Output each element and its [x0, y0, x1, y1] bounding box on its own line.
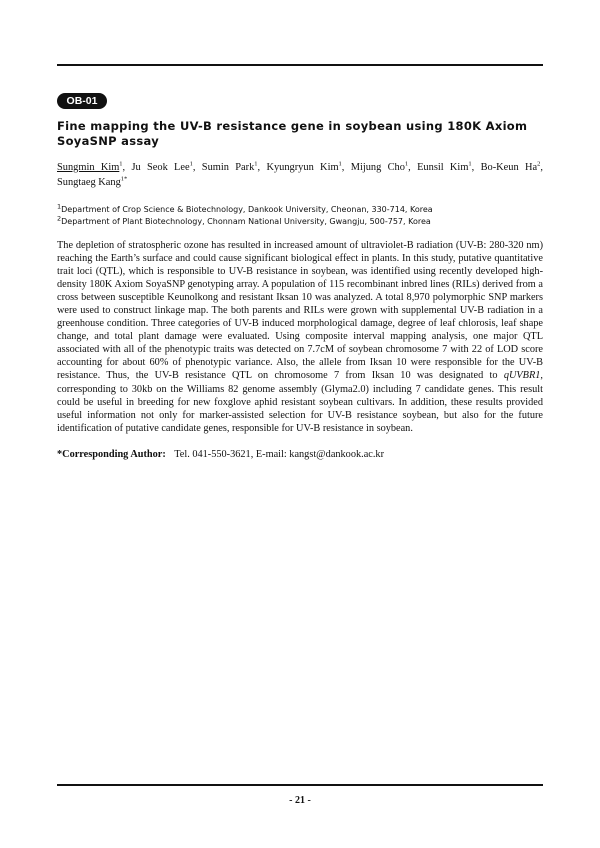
abstract-text-part2: , corresponding to 30kb on the Williams 82 genome assembly (Glyma2.0) including 7 candidate genes. This result could be useful in breeding for new foxglove aphid resistant soybean cultivars. In addition, these results provided useful information not only for marker-assisted selection for UV-B resistance soybean, but also for the future identification of putative candidate genes, responsible for UV-B resistance in soybean.	[57, 370, 543, 434]
paper-title: Fine mapping the UV-B resistance gene in soybean using 180K Axiom SoyaSNP assay	[57, 119, 528, 148]
page-number: - 21 -	[289, 795, 311, 806]
author-name	[266, 162, 344, 173]
affiliation-text: Department of Plant Biotechnology, Chonnam National University, Gwangju, 500-757, Korea	[61, 217, 431, 226]
author-separator: ,	[540, 162, 543, 173]
author-affiliation-mark: 1*	[120, 175, 128, 183]
author-affiliation-mark: 1	[119, 160, 123, 168]
affiliation-text: Department of Crop Science & Biotechnology, Dankook University, Cheonan, 330-714, Korea	[61, 205, 433, 214]
author-separator: ,	[471, 162, 475, 173]
corresponding-author	[57, 448, 543, 461]
author-affiliation-mark: 1	[254, 160, 258, 168]
abstract-body	[57, 239, 543, 435]
gene-name: qUVBR1	[503, 370, 541, 382]
affiliation-mark: 2	[57, 214, 62, 223]
author-name-text: Sungmin Kim	[57, 162, 120, 173]
author-affiliation-mark: 1	[404, 160, 409, 168]
author-name-text: Sungtaeg Kang	[57, 177, 121, 188]
author-separator: ,	[257, 162, 261, 173]
author-separator: ,	[408, 162, 411, 173]
author-name	[57, 177, 127, 188]
author-affiliation-mark: 1	[189, 160, 193, 168]
author-name-text: Sumin Park	[201, 162, 255, 173]
author-separator: ,	[341, 162, 345, 173]
affiliation-list	[57, 204, 543, 228]
session-badge: OB-01	[57, 93, 107, 109]
corresponding-author-label: *Corresponding Author:	[57, 449, 166, 460]
abstract-text-part1: The depletion of stratospheric ozone has resulted in increased amount of ultraviolet-B radiation (UV-B: 280-320 nm) reaching the Earth’s surface and could cause significant biological effect in plants. In this study, putative quantitative trait loci (QTL), which is responsible to UV-B resistance in soybean, was identified using recently developed high-density 180K Axiom SoyaSNP genotyping array. A population of 115 recombinant inbred lines (RILs) derived from a cross between susceptible Keunolkong and resistant Iksan 10 was analyzed. A total 8,970 polymorphic SNP markers were used to construct linkage map. The both parents and RILs were grown with supplemental UV-B radiation in a greenhouse condition. Three categories of UV-B induced morphological damage, degree of leaf chlorosis, leaf shape change, and total plant damage were evaluated. Using composite interval mapping analysis, one major QTL associated with all of the phenotypic traits was detected on 7.7cM of soybean chromosome 7 with 22 of LOD score accounting for about 60% of phenotypic variance. Also, the allele from Iksan 10 were responsible for the UV-B resistance. Thus, the UV-B resistance QTL on chromosome 7 from Iksan 10 was designated to	[57, 240, 543, 382]
author-name-text: Bo-Keun Ha	[480, 162, 538, 173]
author-list	[57, 160, 543, 190]
author-affiliation-mark: 1	[468, 160, 472, 168]
author-affiliation-mark: 1	[338, 160, 342, 168]
author-separator: ,	[122, 162, 126, 173]
author-name	[417, 162, 474, 173]
author-affiliation-mark: 2	[537, 160, 541, 168]
author-name-text: Kyungryun Kim	[266, 162, 339, 173]
footer-rule	[57, 784, 543, 786]
affiliation-mark: 1	[57, 202, 62, 211]
author-name-text: Mijung Cho	[350, 162, 405, 173]
author-separator: ,	[192, 162, 196, 173]
author-name-text: Eunsil Kim	[417, 162, 469, 173]
author-name	[57, 162, 125, 173]
affiliation-line	[57, 216, 543, 228]
header-rule	[57, 64, 543, 66]
author-name	[202, 162, 260, 173]
author-name-text: Ju Seok Lee	[131, 162, 190, 173]
affiliation-line	[57, 204, 543, 216]
author-name	[481, 162, 543, 173]
author-name	[351, 162, 411, 173]
author-name	[131, 162, 195, 173]
corresponding-author-contact: Tel. 041-550-3621, E-mail: kangst@dankook.ac.kr	[174, 449, 384, 460]
